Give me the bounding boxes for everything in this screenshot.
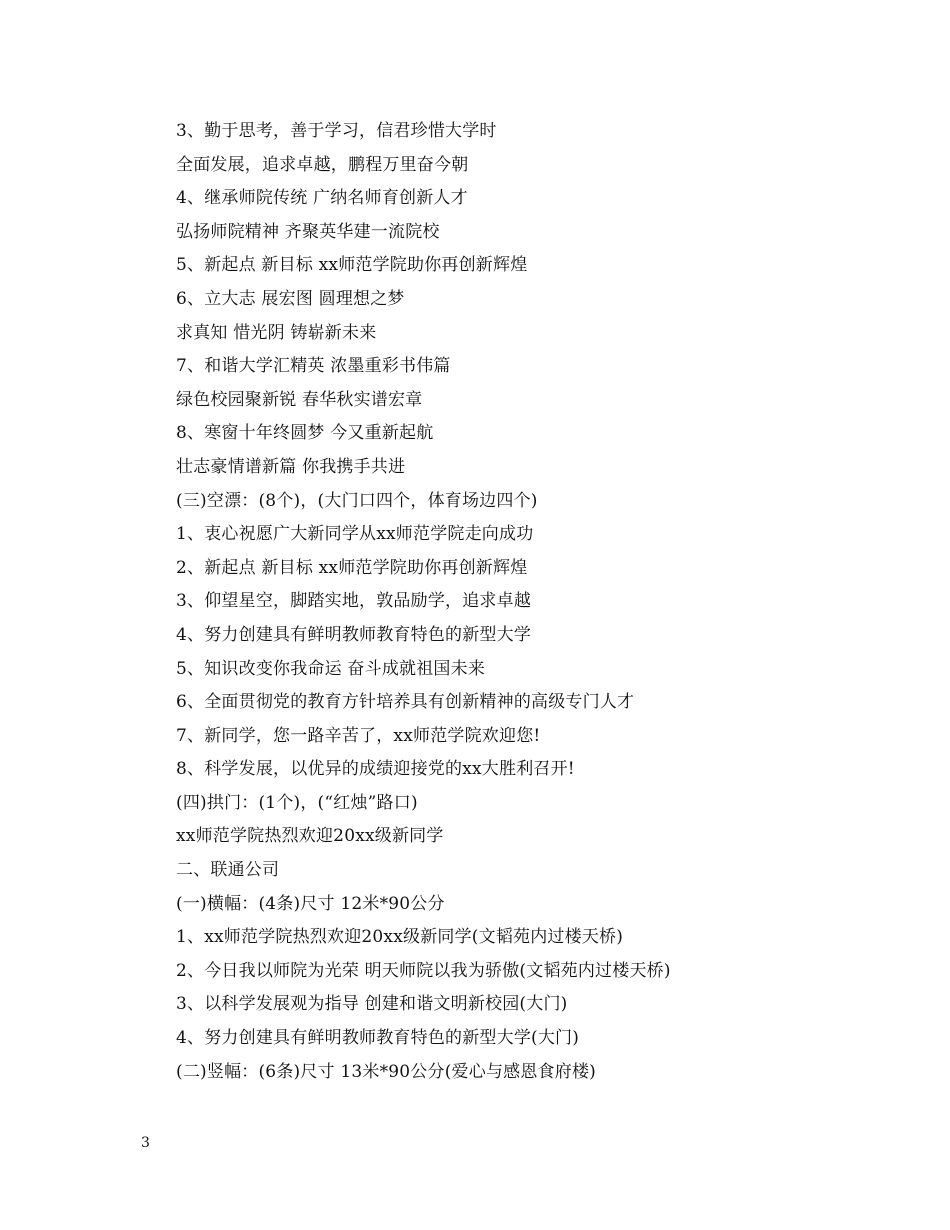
section-heading: (一)横幅：(4条)尺寸 12米*90公分 [176,893,445,914]
text-line: 绿色校园聚新锐 春华秋实谱宏章 [176,389,423,410]
text-line: 5、新起点 新目标 xx师范学院助你再创新辉煌 [176,255,528,276]
text-line: 5、知识改变你我命运 奋斗成就祖国未来 [176,658,486,679]
text-line: 2、新起点 新目标 xx师范学院助你再创新辉煌 [176,557,528,578]
section-heading: 二、联通公司 [176,860,280,881]
section-heading: (二)竖幅：(6条)尺寸 13米*90公分(爱心与感恩食府楼) [176,1061,596,1082]
text-line: 2、今日我以师院为光荣 明天师院以我为骄傲(文韬苑内过楼天桥) [176,960,671,981]
text-line: 弘扬师院精神 齐聚英华建一流院校 [176,221,440,242]
text-line: 4、努力创建具有鲜明教师教育特色的新型大学(大门) [176,1028,580,1049]
text-line: 8、寒窗十年终圆梦 今又重新起航 [176,423,434,444]
text-line: 8、科学发展，以优异的成绩迎接党的xx大胜利召开! [176,759,575,780]
section-heading: (四)拱门：(1个)，(“红烛”路口) [176,792,418,813]
text-line: 6、立大志 展宏图 圆理想之梦 [176,288,405,309]
text-line: 4、努力创建具有鲜明教师教育特色的新型大学 [176,624,532,645]
text-line: 3、仰望星空，脚踏实地，敦品励学，追求卓越 [176,591,532,612]
text-line: 求真知 惜光阴 铸崭新未来 [176,322,377,343]
text-line: 4、继承师院传统 广纳名师育创新人才 [176,188,468,209]
text-line: 6、全面贯彻党的教育方针培养具有创新精神的高级专门人才 [176,692,635,713]
text-line: 7、和谐大学汇精英 浓墨重彩书伟篇 [176,356,451,377]
text-line: 7、新同学，您一路辛苦了，xx师范学院欢迎您! [176,725,541,746]
text-line: 3、勤于思考，善于学习，信君珍惜大学时 [176,121,497,141]
page-number: 3 [141,1135,150,1151]
text-line: 1、xx师范学院热烈欢迎20xx级新同学(文韬苑内过楼天桥) [176,927,624,948]
text-line: 3、以科学发展观为指导 创建和谐文明新校园(大门) [176,994,568,1015]
text-line: xx师范学院热烈欢迎20xx级新同学 [176,826,444,847]
document-body [176,117,876,1091]
text-line: 1、衷心祝愿广大新同学从xx师范学院走向成功 [176,524,534,545]
text-line: 全面发展，追求卓越，鹏程万里奋今朝 [176,154,469,175]
section-heading: (三)空漂：(8个)，(大门口四个，体育场边四个) [176,490,538,511]
text-line: 壮志豪情谱新篇 你我携手共进 [176,456,406,477]
